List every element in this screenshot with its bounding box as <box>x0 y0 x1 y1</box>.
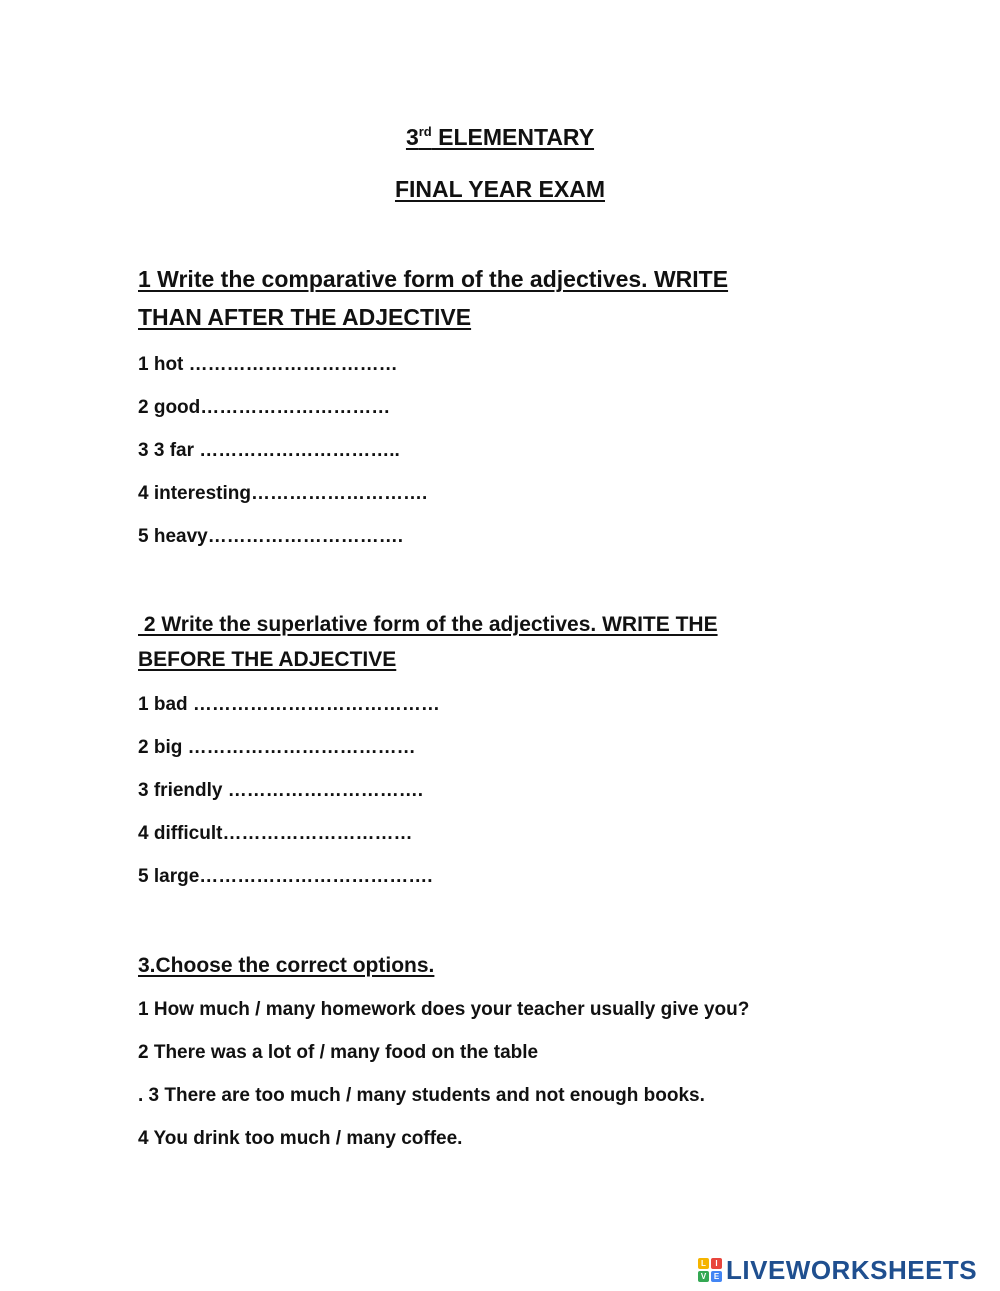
section3-item: 1 How much / many homework does your teacher usually give you? <box>138 999 750 1020</box>
section2-item: 4 difficult………………………… <box>138 823 413 844</box>
section3-heading: 3.Choose the correct options. <box>138 954 435 977</box>
section2-item: 2 big ……………………………… <box>138 737 416 758</box>
liveworksheets-logo[interactable] <box>698 1254 977 1286</box>
section1-item: 3 3 far ………………………….. <box>138 440 400 461</box>
section1-item: 4 interesting………………………. <box>138 483 428 504</box>
section1-item: 1 hot …………………………… <box>138 354 398 375</box>
section1-item: 5 heavy…………………………. <box>138 526 403 547</box>
section1-heading: 1 Write the comparative form of the adjectives. WRITE THAN AFTER THE ADJECTIVE <box>138 266 729 330</box>
section2-item: 3 friendly …………………………. <box>138 780 424 801</box>
section3-item: 4 You drink too much / many coffee. <box>138 1128 463 1149</box>
page-subtitle: FINAL YEAR EXAM <box>394 176 605 202</box>
section2-item: 5 large………………………………. <box>138 866 433 887</box>
title-number: 3 <box>405 124 419 150</box>
title-superscript: rd <box>418 124 432 139</box>
section1-item: 2 good………………………… <box>138 397 391 418</box>
brand-name: LIVEWORKSHEETS <box>726 1254 978 1285</box>
section2-heading: 2 Write the superlative form of the adjectives. WRITE THE BEFORE THE ADJECTIVE <box>138 613 718 671</box>
section2-item: 1 bad ………………………………… <box>138 694 440 715</box>
title-text: ELEMENTARY <box>431 124 595 150</box>
section3-item: . 3 There are too much / many students and not enough books. <box>138 1085 705 1106</box>
brand-logo-icon: L I V E <box>698 1258 722 1282</box>
page-title <box>0 124 1000 151</box>
section3-item: 2 There was a lot of / many food on the table <box>138 1042 539 1063</box>
